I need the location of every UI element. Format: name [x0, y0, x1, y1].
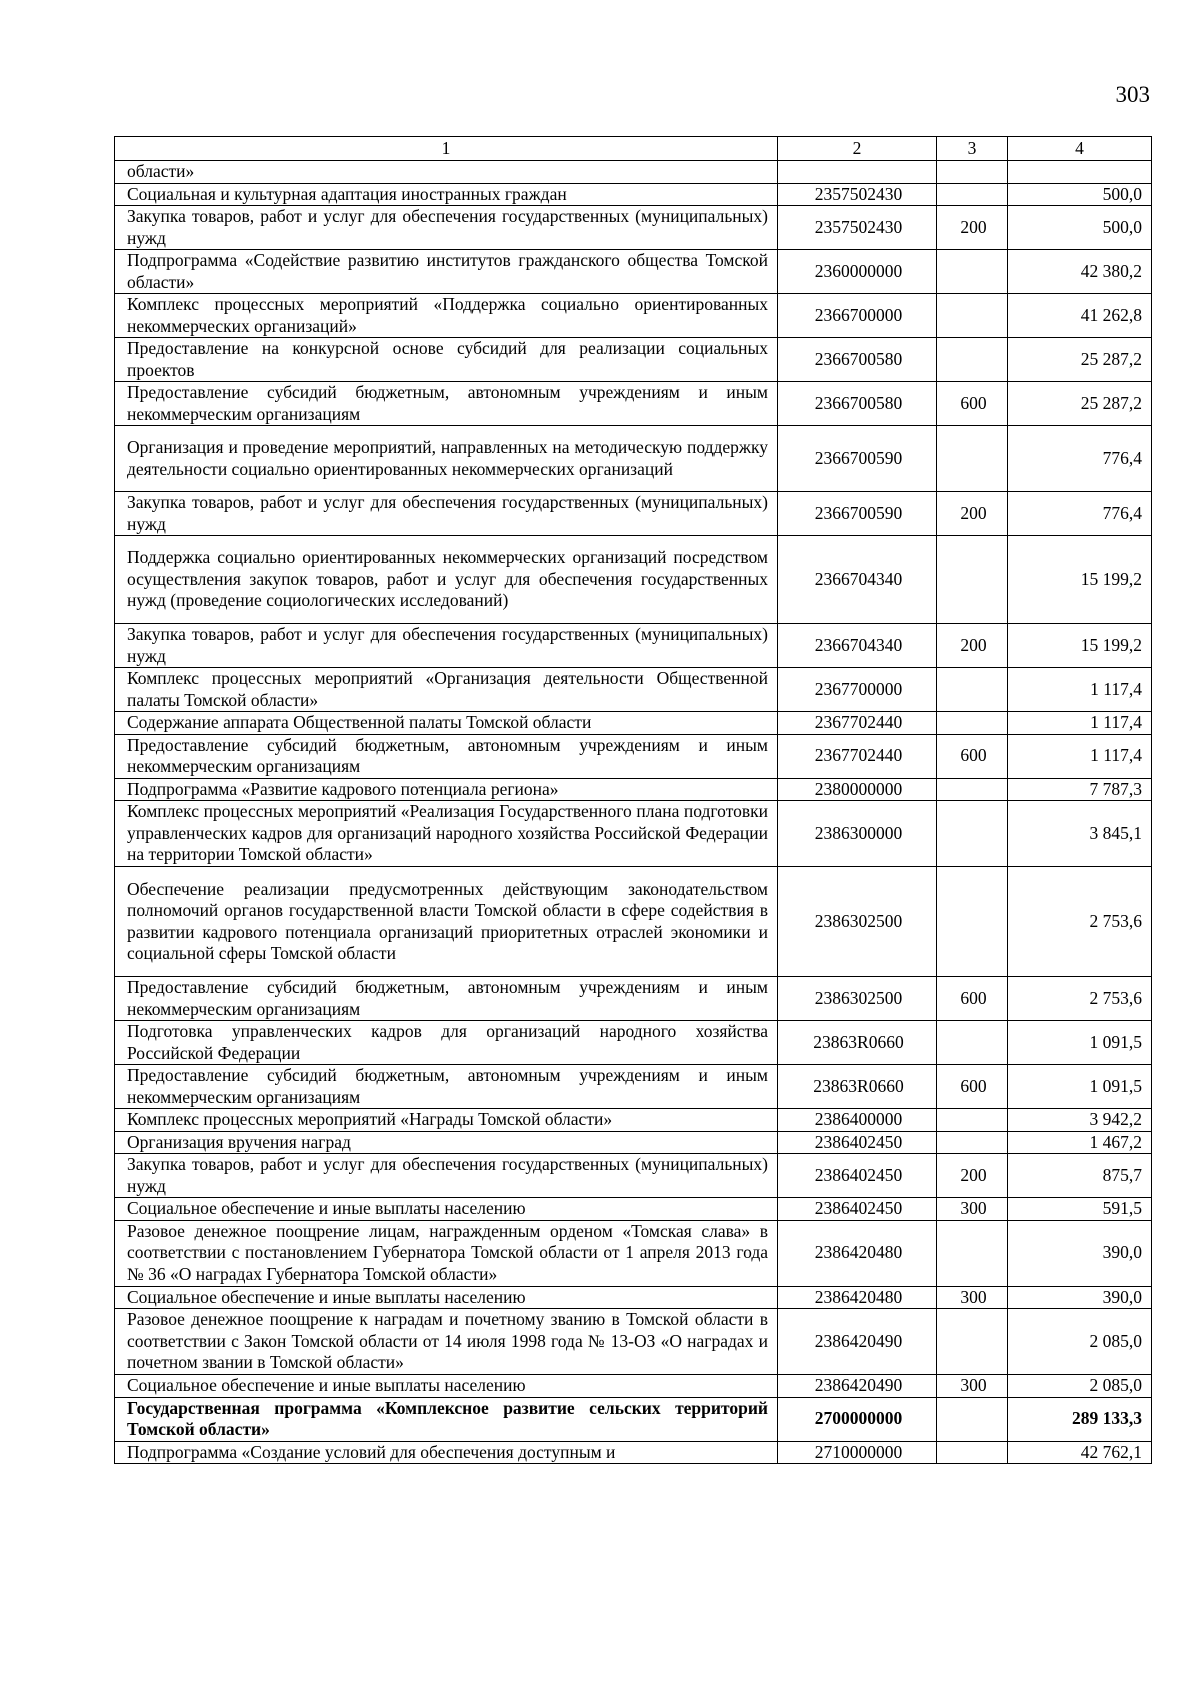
- row-amount: 1 091,5: [1008, 1021, 1152, 1065]
- row-type: [937, 1397, 1008, 1441]
- row-amount: 390,0: [1008, 1286, 1152, 1309]
- row-amount: 1 467,2: [1008, 1131, 1152, 1154]
- row-amount: 289 133,3: [1008, 1397, 1152, 1441]
- table-row: [115, 801, 1152, 867]
- row-name: Комплекс процессных мероприятий «Поддержка социально ориентированных некоммерческих организаций»: [115, 294, 778, 338]
- row-code: 23863R0660: [778, 1065, 937, 1109]
- row-code: 2386402450: [778, 1154, 937, 1198]
- row-name: Подпрограмма «Содействие развитию институтов гражданского общества Томской области»: [115, 250, 778, 294]
- row-code: 2357502430: [778, 206, 937, 250]
- row-name: Подпрограмма «Создание условий для обеспечения доступным и: [115, 1441, 778, 1464]
- row-code: 2386302500: [778, 977, 937, 1021]
- column-header-1: 1: [115, 137, 778, 161]
- row-code: 2386420490: [778, 1309, 937, 1375]
- row-type: 200: [937, 206, 1008, 250]
- table-row: [115, 778, 1152, 801]
- table-row: [115, 492, 1152, 536]
- row-amount: 776,4: [1008, 492, 1152, 536]
- row-name: Обеспечение реализации предусмотренных действующим законодательством полномочий органов государственной власти Томской области в сфере содействия в развитии кадрового потенциала организаций приоритетных отраслей экономики и социальной сферы Томской области: [115, 867, 778, 977]
- row-type: [937, 161, 1008, 184]
- row-type: [937, 1441, 1008, 1464]
- row-type: [937, 1109, 1008, 1132]
- table-row: [115, 206, 1152, 250]
- row-code: 2386402450: [778, 1131, 937, 1154]
- row-name: Социальное обеспечение и иные выплаты населению: [115, 1198, 778, 1221]
- row-amount: 1 091,5: [1008, 1065, 1152, 1109]
- row-code: 2366704340: [778, 536, 937, 624]
- row-name: Закупка товаров, работ и услуг для обеспечения государственных (муниципальных) нужд: [115, 624, 778, 668]
- row-type: [937, 536, 1008, 624]
- row-name: Предоставление субсидий бюджетным, автономным учреждениям и иным некоммерческим организациям: [115, 382, 778, 426]
- page-number: 303: [1115, 82, 1150, 107]
- table-row: [115, 250, 1152, 294]
- row-type: [937, 338, 1008, 382]
- row-code: 2700000000: [778, 1397, 937, 1441]
- table-row: [115, 1021, 1152, 1065]
- row-name: Социальная и культурная адаптация иностранных граждан: [115, 183, 778, 206]
- row-amount: 2 085,0: [1008, 1309, 1152, 1375]
- row-type: [937, 1220, 1008, 1286]
- row-name: Предоставление субсидий бюджетным, автономным учреждениям и иным некоммерческим организациям: [115, 977, 778, 1021]
- row-type: [937, 668, 1008, 712]
- table-row: [115, 1375, 1152, 1398]
- row-type: 300: [937, 1286, 1008, 1309]
- row-type: 600: [937, 977, 1008, 1021]
- row-amount: 42 380,2: [1008, 250, 1152, 294]
- row-type: [937, 426, 1008, 492]
- row-name: Предоставление субсидий бюджетным, автономным учреждениям и иным некоммерческим организациям: [115, 734, 778, 778]
- table-row: [115, 338, 1152, 382]
- row-code: 2366704340: [778, 624, 937, 668]
- row-code: 2386400000: [778, 1109, 937, 1132]
- row-type: [937, 867, 1008, 977]
- table-row: [115, 426, 1152, 492]
- budget-table: [114, 136, 1152, 1464]
- row-type: [937, 294, 1008, 338]
- row-name: Разовое денежное поощрение к наградам и почетному званию в Томской области в соответствии с Закон Томской области от 14 июля 1998 года № 13-ОЗ «О наградах и почетном звании в Томской области»: [115, 1309, 778, 1375]
- row-type: 200: [937, 624, 1008, 668]
- row-name: Комплекс процессных мероприятий «Реализация Государственного плана подготовки управленческих кадров для организаций народного хозяйства Российской Федерации на территории Томской области»: [115, 801, 778, 867]
- row-amount: 2 753,6: [1008, 867, 1152, 977]
- table-row: [115, 382, 1152, 426]
- row-name: Организация и проведение мероприятий, направленных на методическую поддержку деятельности социально ориентированных некоммерческих организаций: [115, 426, 778, 492]
- row-type: [937, 1021, 1008, 1065]
- row-code: 2366700580: [778, 338, 937, 382]
- row-name: Предоставление на конкурсной основе субсидий для реализации социальных проектов: [115, 338, 778, 382]
- row-code: 2386302500: [778, 867, 937, 977]
- row-amount: 591,5: [1008, 1198, 1152, 1221]
- row-amount: 2 085,0: [1008, 1375, 1152, 1398]
- row-name: области»: [115, 161, 778, 184]
- row-code: 2386402450: [778, 1198, 937, 1221]
- row-code: 2367702440: [778, 734, 937, 778]
- row-name: Поддержка социально ориентированных некоммерческих организаций посредством осуществления закупок товаров, работ и услуг для обеспечения государственных нужд (проведение социологических исследований): [115, 536, 778, 624]
- row-code: 2366700580: [778, 382, 937, 426]
- row-code: 2710000000: [778, 1441, 937, 1464]
- row-type: [937, 1309, 1008, 1375]
- table-header-row: [115, 137, 1152, 161]
- row-name: Подготовка управленческих кадров для организаций народного хозяйства Российской Федерации: [115, 1021, 778, 1065]
- row-amount: 15 199,2: [1008, 624, 1152, 668]
- row-type: 200: [937, 492, 1008, 536]
- row-name: Социальное обеспечение и иные выплаты населению: [115, 1286, 778, 1309]
- row-name: Государственная программа «Комплексное развитие сельских территорий Томской области»: [115, 1397, 778, 1441]
- row-code: 2386300000: [778, 801, 937, 867]
- row-name: Комплекс процессных мероприятий «Награды Томской области»: [115, 1109, 778, 1132]
- column-header-3: 3: [937, 137, 1008, 161]
- table-row: [115, 624, 1152, 668]
- row-type: [937, 250, 1008, 294]
- row-amount: 776,4: [1008, 426, 1152, 492]
- row-code: 2360000000: [778, 250, 937, 294]
- table-row: [115, 1220, 1152, 1286]
- table-row: [115, 1198, 1152, 1221]
- row-amount: 3 845,1: [1008, 801, 1152, 867]
- row-type: 600: [937, 734, 1008, 778]
- row-code: 2357502430: [778, 183, 937, 206]
- table-row: [115, 294, 1152, 338]
- column-header-2: 2: [778, 137, 937, 161]
- row-amount: 3 942,2: [1008, 1109, 1152, 1132]
- row-name: Закупка товаров, работ и услуг для обеспечения государственных (муниципальных) нужд: [115, 492, 778, 536]
- row-amount: 25 287,2: [1008, 382, 1152, 426]
- row-type: [937, 183, 1008, 206]
- row-amount: 390,0: [1008, 1220, 1152, 1286]
- row-code: [778, 161, 937, 184]
- row-amount: 500,0: [1008, 183, 1152, 206]
- table-row: [115, 734, 1152, 778]
- row-code: 2366700590: [778, 426, 937, 492]
- table-row: [115, 161, 1152, 184]
- row-code: 2380000000: [778, 778, 937, 801]
- table-row: [115, 1065, 1152, 1109]
- row-type: 600: [937, 1065, 1008, 1109]
- row-code: 2386420490: [778, 1375, 937, 1398]
- row-code: 2366700000: [778, 294, 937, 338]
- row-amount: 1 117,4: [1008, 734, 1152, 778]
- table-row: [115, 1441, 1152, 1464]
- row-name: Закупка товаров, работ и услуг для обеспечения государственных (муниципальных) нужд: [115, 1154, 778, 1198]
- table-row: [115, 668, 1152, 712]
- table-row: [115, 1286, 1152, 1309]
- row-type: [937, 801, 1008, 867]
- table-row: [115, 712, 1152, 735]
- row-amount: 500,0: [1008, 206, 1152, 250]
- row-amount: [1008, 161, 1152, 184]
- row-type: [937, 1131, 1008, 1154]
- row-name: Подпрограмма «Развитие кадрового потенциала региона»: [115, 778, 778, 801]
- row-code: 2366700590: [778, 492, 937, 536]
- row-amount: 15 199,2: [1008, 536, 1152, 624]
- row-amount: 1 117,4: [1008, 668, 1152, 712]
- row-name: Закупка товаров, работ и услуг для обеспечения государственных (муниципальных) нужд: [115, 206, 778, 250]
- row-type: 200: [937, 1154, 1008, 1198]
- row-amount: 2 753,6: [1008, 977, 1152, 1021]
- column-header-4: 4: [1008, 137, 1152, 161]
- row-amount: 7 787,3: [1008, 778, 1152, 801]
- row-name: Разовое денежное поощрение лицам, награжденным орденом «Томская слава» в соответствии с постановлением Губернатора Томской области от 1 апреля 2013 года № 36 «О наградах Губернатора Томской области»: [115, 1220, 778, 1286]
- table-row: [115, 1109, 1152, 1132]
- row-code: 2367700000: [778, 668, 937, 712]
- row-name: Предоставление субсидий бюджетным, автономным учреждениям и иным некоммерческим организациям: [115, 1065, 778, 1109]
- row-code: 23863R0660: [778, 1021, 937, 1065]
- row-amount: 42 762,1: [1008, 1441, 1152, 1464]
- row-type: [937, 712, 1008, 735]
- row-code: 2386420480: [778, 1220, 937, 1286]
- row-amount: 25 287,2: [1008, 338, 1152, 382]
- row-code: 2386420480: [778, 1286, 937, 1309]
- table-row: [115, 1131, 1152, 1154]
- row-name: Организация вручения наград: [115, 1131, 778, 1154]
- row-amount: 1 117,4: [1008, 712, 1152, 735]
- table-row: [115, 1309, 1152, 1375]
- row-type: 300: [937, 1198, 1008, 1221]
- row-amount: 875,7: [1008, 1154, 1152, 1198]
- table-row: [115, 867, 1152, 977]
- row-type: 600: [937, 382, 1008, 426]
- table-row: [115, 1154, 1152, 1198]
- row-name: Комплекс процессных мероприятий «Организация деятельности Общественной палаты Томской области»: [115, 668, 778, 712]
- table-row: [115, 183, 1152, 206]
- table-row: [115, 536, 1152, 624]
- table-row: [115, 977, 1152, 1021]
- row-name: Социальное обеспечение и иные выплаты населению: [115, 1375, 778, 1398]
- row-code: 2367702440: [778, 712, 937, 735]
- table-row: [115, 1397, 1152, 1441]
- row-type: [937, 778, 1008, 801]
- row-name: Содержание аппарата Общественной палаты Томской области: [115, 712, 778, 735]
- row-amount: 41 262,8: [1008, 294, 1152, 338]
- row-type: 300: [937, 1375, 1008, 1398]
